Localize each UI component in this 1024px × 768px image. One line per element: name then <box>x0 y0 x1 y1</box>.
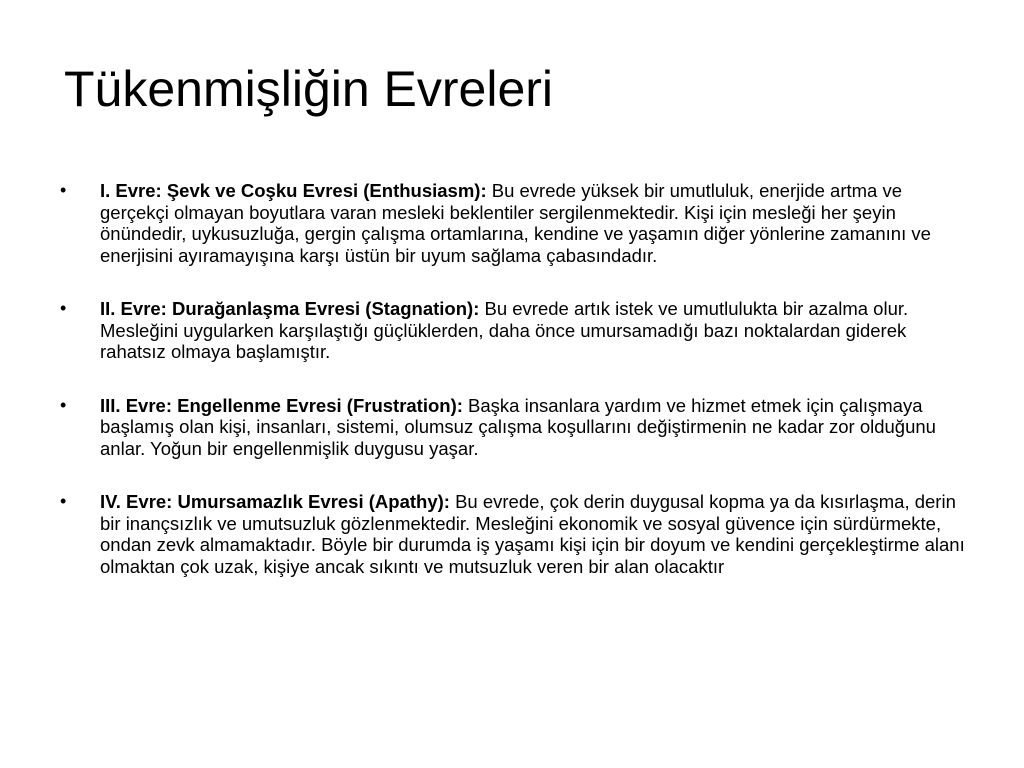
bullet-item-1 <box>60 180 970 266</box>
bullet-icon: • <box>60 298 67 318</box>
bullet-heading: I. Evre: Şevk ve Coşku Evresi (Enthusiasm): <box>100 180 487 201</box>
bullet-text <box>100 395 970 460</box>
bullet-heading: II. Evre: Durağanlaşma Evresi (Stagnation): <box>100 298 480 319</box>
bullet-item-4 <box>60 491 970 577</box>
bullet-icon: • <box>60 491 67 511</box>
bullet-list <box>60 180 970 609</box>
bullet-text <box>100 491 970 577</box>
bullet-item-3 <box>60 395 970 460</box>
bullet-body: Bu evrede artık istek ve umutlulukta bir azalma olur. Mesleğini uygularken karşılaştığı güçlüklerden, daha önce umursamadığı bazı noktalardan giderek rahatsız olmaya başlamıştır. <box>100 298 909 362</box>
bullet-icon: • <box>60 180 67 200</box>
bullet-heading: III. Evre: Engellenme Evresi (Frustration): <box>100 394 463 416</box>
bullet-text <box>100 298 970 363</box>
slide-title: Tükenmişliğin Evreleri <box>64 61 554 117</box>
bullet-body: Bu evrede yüksek bir umutluluk, enerjide artma ve gerçekçi olmayan boyutlara varan mesleki beklentiler sergilenmektedir. Kişi için mesleği her şeyin önündedir, uykusuzluğa, gergin çalışma ortamlarına, kendine ve yaşamın diğer yönlerine zamanını ve enerjisini ayıramayışına karşı üstün bir uyum sağlama çabasındadır. <box>100 180 931 266</box>
bullet-body: Başka insanlara yardım ve hizmet etmek için çalışmaya başlamış olan kişi, insanları, sistemi, olumsuz çalışma koşullarını değiştirmenin ne kadar zor olduğunu anlar. Yoğun bir engellenmişlik duygusu yaşar. <box>100 394 936 459</box>
bullet-body: Bu evrede, çok derin duygusal kopma ya da kısırlaşma, derin bir inançsızlık ve umutsuzluk gözlenmektedir. Mesleğini ekonomik ve sosyal güvence için sürdürmekte, ondan zevk almamaktadır. Böyle bir durumda iş yaşamı kişi için bir doyum ve kendini gerçekleştirme alanı olmaktan çok uzak, kişiye ancak sıkıntı ve mutsuzluk veren bir alan olacaktır <box>100 491 965 577</box>
bullet-icon: • <box>60 394 67 415</box>
bullet-text <box>100 180 970 266</box>
bullet-item-2 <box>60 298 970 363</box>
bullet-heading: IV. Evre: Umursamazlık Evresi (Apathy): <box>100 491 450 512</box>
